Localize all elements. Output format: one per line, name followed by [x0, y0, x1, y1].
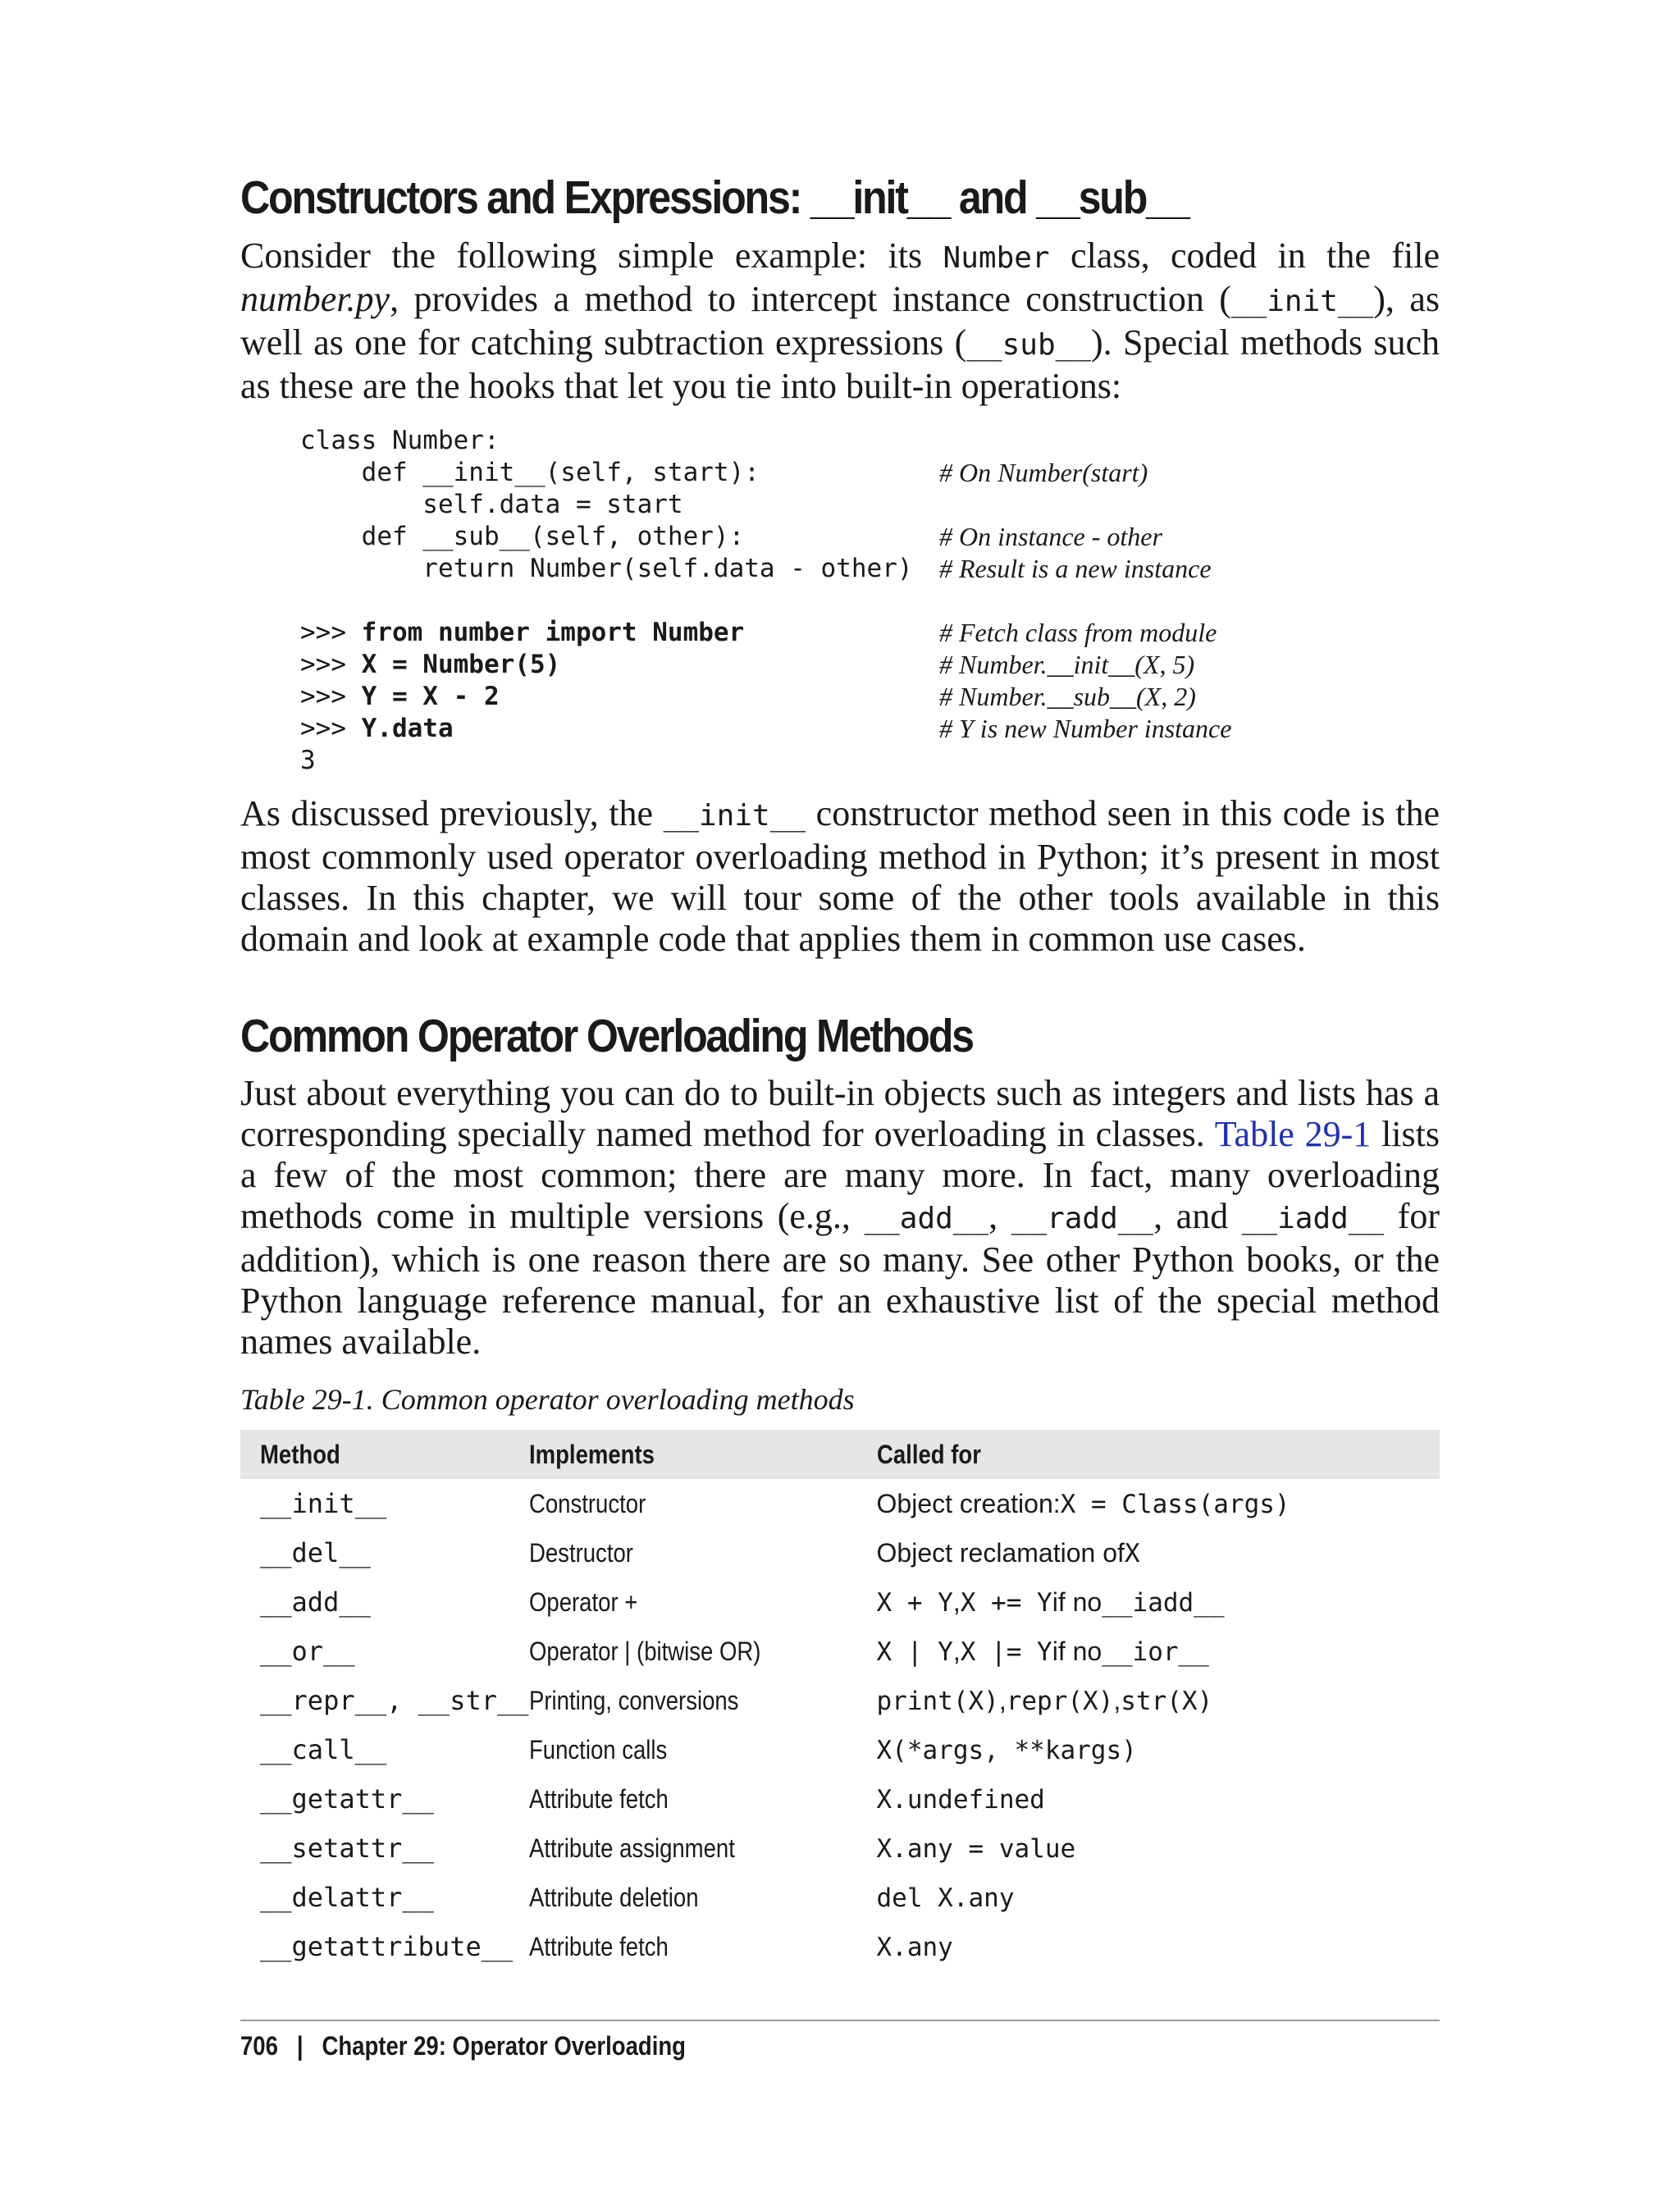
- table-row: [240, 1577, 1440, 1627]
- table-row: [240, 1824, 1440, 1873]
- implements-cell: Attribute deletion: [528, 1882, 699, 1912]
- method-cell: __setattr__: [260, 1833, 434, 1865]
- implements-cell: Attribute fetch: [528, 1931, 669, 1961]
- inline-code: __add__: [864, 1202, 989, 1236]
- implements-cell: Destructor: [528, 1537, 633, 1568]
- code-line: class Number:: [300, 425, 500, 455]
- column-header: Implements: [529, 1430, 877, 1479]
- method-cell: __delattr__: [260, 1882, 434, 1914]
- table-caption: Table 29-1. Common operator overloading methods: [240, 1383, 855, 1417]
- method-cell: __add__: [260, 1586, 371, 1618]
- table-row: [240, 1528, 1440, 1577]
- code-line: def __init__(self, start): # On Number(start): [300, 457, 1148, 487]
- page-footer: [240, 2031, 686, 2061]
- method-cell: __repr__, __str__: [260, 1685, 529, 1717]
- after-code-paragraph: As discussed previously, the __init__ constructor method seen in this code is the most commonly used operator overloading method in Python; it’s present in most classes. In this chapter, we will tour some of the other tools available in this domain and look at example code that applies them in common use cases.: [240, 792, 1440, 959]
- inline-code: __init__: [663, 798, 806, 833]
- called-for-cell: X | Y,X |= Yif no__ior__: [876, 1636, 1209, 1667]
- method-cell: __init__: [260, 1488, 387, 1520]
- file-name: number.py: [240, 278, 390, 319]
- called-for-cell: X.undefined: [876, 1784, 1045, 1815]
- implements-cell: Operator | (bitwise OR): [528, 1636, 760, 1666]
- table-header-row: [240, 1430, 1440, 1479]
- operator-methods-table: [240, 1430, 1440, 1971]
- called-for-cell: Object reclamation ofX: [876, 1537, 1140, 1568]
- called-for-cell: X.any: [876, 1932, 953, 1962]
- section-heading-common-methods: Common Operator Overloading Methods: [240, 1009, 973, 1062]
- table-row: [240, 1873, 1440, 1922]
- implements-cell: Attribute fetch: [528, 1783, 669, 1814]
- table-row: [240, 1725, 1440, 1774]
- inline-code: __sub__: [966, 327, 1091, 362]
- called-for-cell: print(X),repr(X),str(X): [876, 1685, 1213, 1716]
- column-header: Called for: [877, 1430, 1440, 1479]
- code-line: >>> Y.data # Y is new Number instance: [300, 713, 1232, 743]
- code-example: [240, 425, 1440, 777]
- column-header: Method: [240, 1430, 529, 1479]
- table-link[interactable]: Table 29-1: [1214, 1114, 1372, 1155]
- inline-code: __radd__: [1011, 1202, 1154, 1236]
- method-cell: __del__: [260, 1537, 371, 1569]
- intro-paragraph: Consider the following simple example: its Number class, coded in the file number.py, provides a method to intercept instance construction (__init__), as well as one for catching subtraction expressions (__sub__). Special methods such as these are the hooks that let you tie into built-in operations:: [240, 235, 1440, 406]
- called-for-cell: Object creation:X = Class(args): [876, 1488, 1290, 1519]
- called-for-cell: X + Y,X += Yif no__iadd__: [876, 1586, 1225, 1618]
- inline-code: __init__: [1230, 284, 1374, 318]
- footer-separator: |: [296, 2031, 304, 2061]
- called-for-cell: X(*args, **kargs): [876, 1735, 1137, 1765]
- implements-cell: Function calls: [528, 1734, 667, 1764]
- table-row: [240, 1479, 1440, 1528]
- page-number: 706: [240, 2031, 278, 2061]
- code-line: return Number(self.data - other) # Result is a new instance: [300, 553, 1212, 583]
- code-line: >>> Y = X - 2 # Number.__sub__(X, 2): [300, 681, 1196, 711]
- called-for-cell: del X.any: [876, 1883, 1015, 1913]
- inline-code: __iadd__: [1241, 1202, 1385, 1236]
- method-cell: __or__: [260, 1636, 355, 1668]
- code-line-blank: [240, 585, 1440, 617]
- chapter-title: Chapter 29: Operator Overloading: [322, 2031, 686, 2061]
- code-line: 3: [300, 745, 316, 775]
- implements-cell: Printing, conversions: [528, 1685, 738, 1715]
- implements-cell: Operator +: [528, 1586, 637, 1617]
- code-line: >>> from number import Number # Fetch class from module: [300, 617, 1217, 647]
- called-for-cell: X.any = value: [876, 1833, 1076, 1864]
- code-line: self.data = start: [300, 489, 683, 519]
- code-line: >>> X = Number(5) # Number.__init__(X, 5): [300, 649, 1195, 679]
- table-row: [240, 1774, 1440, 1824]
- table-body: [240, 1479, 1440, 1971]
- section-heading-constructors: Constructors and Expressions: __init__ and __sub__: [240, 171, 1189, 224]
- overview-paragraph: Just about everything you can do to built-in objects such as integers and lists has a corresponding specially named method for overloading in classes. Table 29-1 lists a few of the most common; there are many more. In fact, many overloading methods come in multiple versions (e.g., __add__, __radd__, and __iadd__ for addition), which is one reason there are so many. See other Python books, or the Python language reference manual, for an exhaustive list of the special method names available.: [240, 1073, 1440, 1363]
- implements-cell: Constructor: [528, 1488, 646, 1518]
- footer-divider: [240, 2020, 1440, 2021]
- table-row: [240, 1676, 1440, 1725]
- page-content: [240, 172, 1440, 1971]
- implements-cell: Attribute assignment: [528, 1833, 735, 1863]
- method-cell: __getattribute__: [260, 1931, 514, 1963]
- inline-code: Number: [943, 240, 1050, 275]
- table-row: [240, 1627, 1440, 1676]
- method-cell: __getattr__: [260, 1783, 434, 1815]
- code-line: def __sub__(self, other): # On instance - other: [300, 521, 1162, 551]
- table-row: [240, 1922, 1440, 1971]
- method-cell: __call__: [260, 1734, 387, 1766]
